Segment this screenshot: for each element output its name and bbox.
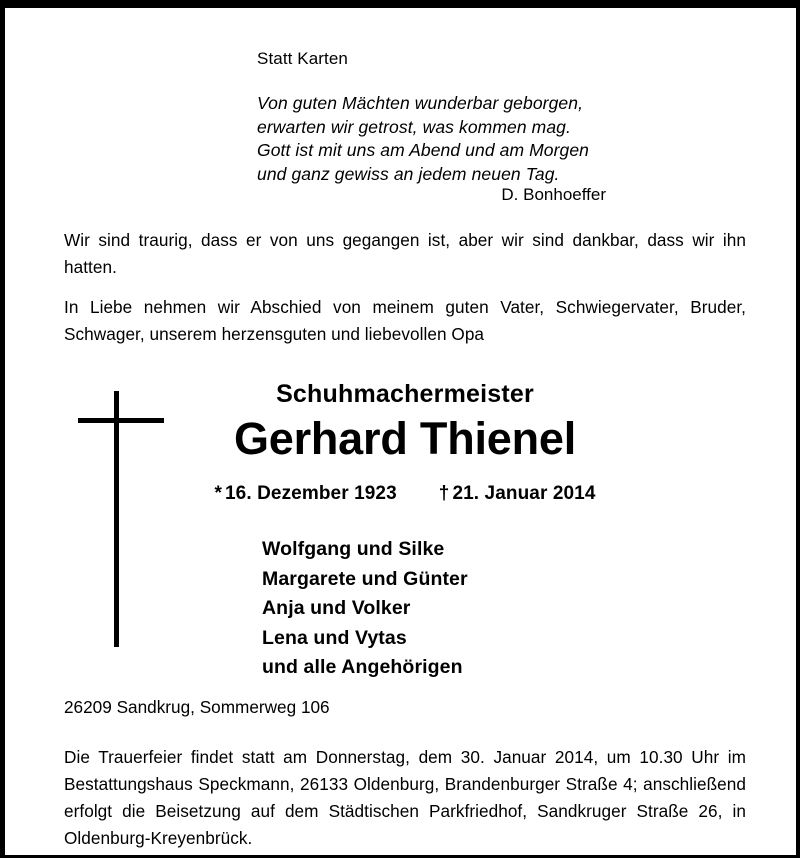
deceased-profession: Schuhmachermeister <box>276 380 534 408</box>
survivor-line: Anja und Volker <box>262 597 411 619</box>
family-address: 26209 Sandkrug, Sommerweg 106 <box>64 697 330 717</box>
death-dagger-icon: † <box>438 483 450 504</box>
verse-attribution: D. Bonhoeffer <box>501 185 606 204</box>
deceased-full-name: Gerhard Thienel <box>233 413 577 464</box>
birth-date: 16. Dezember 1923 <box>225 483 397 504</box>
deceased-name-block <box>185 378 625 506</box>
farewell-paragraph: In Liebe nehmen wir Abschied von meinem guten Vater, Schwiegervater, Bruder, Schwager, unserem herzensguten und liebevollen Opa <box>64 297 746 344</box>
cross-bar <box>78 418 164 423</box>
survivor-line: und alle Angehörigen <box>262 656 463 678</box>
cross-stem <box>114 391 119 647</box>
survivor-line: Lena und Vytas <box>262 626 407 649</box>
life-dates <box>185 481 625 506</box>
in-lieu-of-cards-note: Statt Karten <box>257 49 348 68</box>
verse-line-1: Von guten Mächten wunderbar geborgen, <box>257 93 584 113</box>
memorial-verse <box>257 92 607 186</box>
death-date: 21. Januar 2014 <box>452 483 596 504</box>
death-date-group <box>439 483 596 504</box>
verse-line-2: erwarten wir getrost, was kommen mag. <box>257 116 571 137</box>
survivor-line: Wolfgang und Silke <box>262 538 445 560</box>
obituary-sheet <box>5 8 796 855</box>
birth-star-icon: * <box>214 483 222 504</box>
survivors-list <box>262 535 468 683</box>
verse-line-3: Gott ist mit uns am Abend und am Morgen <box>257 140 590 160</box>
grief-paragraph: Wir sind traurig, dass er von uns gegangen ist, aber wir sind dankbar, dass wir ihn hatten. <box>64 230 746 277</box>
verse-line-4: und ganz gewiss an jedem neuen Tag. <box>257 163 560 184</box>
survivor-line: Margarete und Günter <box>262 567 468 590</box>
funeral-details-paragraph: Die Trauerfeier findet statt am Donnerstag, dem 30. Januar 2014, um 10.30 Uhr im Bestattungshaus Speckmann, 26133 Oldenburg, Brandenburger Straße 4; anschließend erfolgt die Beisetzung auf dem Städtischen Parkfriedhof, Sandkruger Straße 26, in Oldenburg-Kreyenbrück. <box>64 747 746 848</box>
birth-date-group <box>215 483 397 504</box>
christian-cross-icon <box>78 391 164 647</box>
